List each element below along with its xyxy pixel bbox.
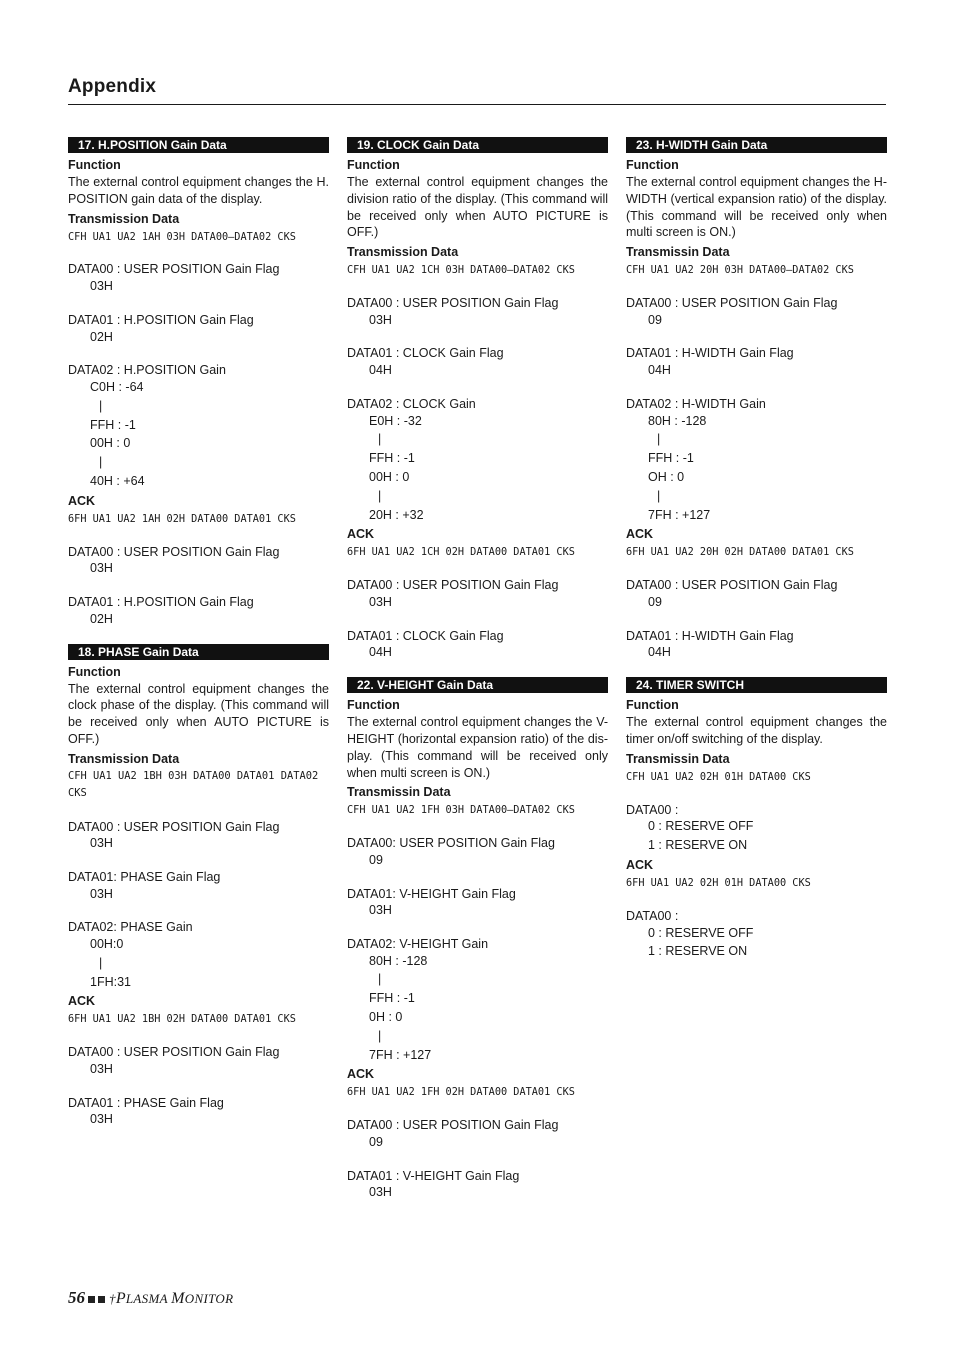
data-entry: DATA00 : USER POSITION Gain Flag xyxy=(68,544,280,559)
data-value: 03H xyxy=(369,1185,392,1200)
data-entry: DATA01 : H-WIDTH Gain Flag xyxy=(626,346,794,361)
data-value: 09 xyxy=(369,1135,383,1150)
column-3 xyxy=(626,137,887,976)
data-entry: DATA02 : H-WIDTH Gain xyxy=(626,396,766,411)
data-entry: DATA01: PHASE Gain Flag xyxy=(68,869,221,884)
data-value: 02H xyxy=(90,611,113,626)
function-label: Function xyxy=(347,698,400,713)
data-value: 00H : 0 xyxy=(369,469,410,484)
range-bar: | xyxy=(378,972,382,987)
transmission-label: Transmissin Data xyxy=(626,245,730,260)
data-value: 1FH:31 xyxy=(90,974,131,989)
data-value: 03H xyxy=(90,886,113,901)
function-label: Function xyxy=(68,664,121,679)
data-entry: DATA01: V-HEIGHT Gain Flag xyxy=(347,886,516,901)
data-entry: DATA02 : H.POSITION Gain xyxy=(68,363,226,378)
function-text: The external control equipment changes the H. POSITION gain data of the display. xyxy=(68,175,329,206)
transmission-label: Transmission Data xyxy=(68,751,180,766)
transmission-code: CFH UA1 UA2 20H 03H DATA00–DATA02 CKS xyxy=(626,263,854,277)
data-value: FFH : -1 xyxy=(369,451,415,466)
section-22 xyxy=(347,677,608,1201)
transmission-code: CFH UA1 UA2 1AH 03H DATA00–DATA02 CKS xyxy=(68,229,296,243)
data-value: C0H : -64 xyxy=(90,379,144,394)
data-entry: DATA00 : USER POSITION Gain Flag xyxy=(626,578,838,593)
data-value: FFH : -1 xyxy=(648,451,694,466)
section-19 xyxy=(347,137,608,661)
data-entry: DATA01 : CLOCK Gain Flag xyxy=(347,628,504,643)
section-header: 23. H-WIDTH Gain Data xyxy=(626,137,887,153)
ack-code: 6FH UA1 UA2 1FH 02H DATA00 DATA01 CKS xyxy=(347,1085,575,1099)
data-value: 0H : 0 xyxy=(369,1010,403,1025)
range-bar: | xyxy=(378,1028,382,1043)
data-value: 20H : +32 xyxy=(369,507,424,522)
data-entry: DATA00 : USER POSITION Gain Flag xyxy=(347,1118,559,1133)
function-text: The external control equipment changes the timer on/off switching of the display. xyxy=(626,715,887,746)
data-value: 09 xyxy=(369,852,383,867)
ack-label: ACK xyxy=(626,527,654,542)
data-entry: DATA02 : CLOCK Gain xyxy=(347,396,476,411)
data-value: 04H xyxy=(369,645,392,660)
section-header: 17. H.POSITION Gain Data xyxy=(68,137,329,153)
range-bar: | xyxy=(657,432,661,447)
data-value: 7FH : +127 xyxy=(648,507,711,522)
data-value: 80H : -128 xyxy=(648,413,707,428)
transmission-code: CFH UA1 UA2 02H 01H DATA00 CKS xyxy=(626,769,811,783)
data-value: 03H xyxy=(90,1112,113,1127)
section-17 xyxy=(68,137,329,628)
data-entry: DATA02: V-HEIGHT Gain xyxy=(347,936,489,951)
transmission-code: CFH UA1 UA2 1BH 03H DATA00 DATA01 DATA02 CKS xyxy=(68,769,319,799)
data-entry: DATA00 : USER POSITION Gain Flag xyxy=(347,295,559,310)
section-24 xyxy=(626,677,887,960)
ack-label: ACK xyxy=(68,493,96,508)
function-text: The external control equipment changes the division ratio of the display. (This command will be received only when AUTO PICTURE is OFF.) xyxy=(347,175,608,240)
data-entry: DATA00: USER POSITION Gain Flag xyxy=(347,836,555,851)
data-value: 1 : RESERVE ON xyxy=(648,944,748,959)
data-entry: DATA01 : H.POSITION Gain Flag xyxy=(68,312,254,327)
data-value: 09 xyxy=(648,594,662,609)
function-label: Function xyxy=(626,158,679,172)
data-entry: DATA00 : xyxy=(626,802,679,817)
range-bar: | xyxy=(657,488,661,503)
ack-label: ACK xyxy=(68,994,96,1009)
ack-label: ACK xyxy=(347,1067,375,1082)
section-header: 19. CLOCK Gain Data xyxy=(347,137,608,153)
data-entry: DATA00 : xyxy=(626,908,679,923)
page-title: Appendix xyxy=(68,76,157,97)
data-value: OH : 0 xyxy=(648,469,685,484)
section-23 xyxy=(626,137,887,661)
footer-brand-part: LASMA xyxy=(125,1291,172,1306)
function-label: Function xyxy=(68,158,121,172)
function-text: The external control equipment changes the clock phase of the display. (This command will be received only when AUTO PICTURE is OFF.) xyxy=(68,681,329,746)
data-value: FFH : -1 xyxy=(369,991,415,1006)
data-value: 80H : -128 xyxy=(369,953,428,968)
page-footer xyxy=(68,1288,233,1308)
data-entry: DATA00 : USER POSITION Gain Flag xyxy=(347,578,559,593)
data-value: 03H xyxy=(90,1062,113,1077)
ack-label: ACK xyxy=(626,857,654,872)
data-value: 04H xyxy=(648,363,671,378)
data-entry: DATA00 : USER POSITION Gain Flag xyxy=(68,1045,280,1060)
data-entry: DATA00 : USER POSITION Gain Flag xyxy=(626,295,838,310)
function-text: The external control equipment changes the H-WIDTH (vertical expansion ratio) of the display. (This command will be received only when multi screen is ON.) xyxy=(626,175,887,240)
data-value: FFH : -1 xyxy=(90,417,136,432)
data-value: 03H xyxy=(369,594,392,609)
function-label: Function xyxy=(626,698,679,713)
data-entry: DATA02: PHASE Gain xyxy=(68,920,193,935)
ack-code: 6FH UA1 UA2 1BH 02H DATA00 DATA01 CKS xyxy=(68,1012,296,1026)
column-2 xyxy=(347,137,608,1217)
data-value: 09 xyxy=(648,312,662,327)
ack-code: 6FH UA1 UA2 20H 02H DATA00 DATA01 CKS xyxy=(626,545,854,559)
data-value: 1 : RESERVE ON xyxy=(648,838,748,853)
data-value: E0H : -32 xyxy=(369,413,422,428)
data-value: 03H xyxy=(90,279,113,294)
data-value: 03H xyxy=(90,836,113,851)
data-value: 00H : 0 xyxy=(90,436,131,451)
range-bar: | xyxy=(378,488,382,503)
data-entry: DATA00 : USER POSITION Gain Flag xyxy=(68,819,280,834)
footer-brand xyxy=(109,1290,233,1308)
data-value: 03H xyxy=(369,903,392,918)
footer-square-icon xyxy=(98,1296,105,1303)
footer-brand-part: ONITOR xyxy=(184,1291,234,1306)
transmission-label: Transmission Data xyxy=(68,211,180,226)
footer-square-icon xyxy=(88,1296,95,1303)
function-text: The external control equipment changes the V-HEIGHT (horizontal expansion ratio) of the dis-play. (This command will be received only when multi screen is ON.) xyxy=(347,715,608,780)
title-rule xyxy=(68,104,886,105)
data-entry: DATA00 : USER POSITION Gain Flag xyxy=(68,262,280,277)
data-value: 04H xyxy=(648,645,671,660)
range-bar: | xyxy=(99,955,103,970)
data-value: 7FH : +127 xyxy=(369,1047,432,1062)
data-value: 00H:0 xyxy=(90,937,124,952)
page-number: 56 xyxy=(68,1288,85,1307)
data-entry: DATA01 : V-HEIGHT Gain Flag xyxy=(347,1168,520,1183)
footer-dagger: † xyxy=(109,1291,116,1306)
data-value: 02H xyxy=(90,329,113,344)
footer-brand-initial: M xyxy=(171,1290,185,1307)
data-value: 0 : RESERVE OFF xyxy=(648,925,754,940)
data-entry: DATA01 : CLOCK Gain Flag xyxy=(347,346,504,361)
data-value: 03H xyxy=(90,561,113,576)
range-bar: | xyxy=(99,398,103,413)
section-18 xyxy=(68,644,329,1129)
section-header: 24. TIMER SWITCH xyxy=(626,677,887,693)
data-value: 03H xyxy=(369,312,392,327)
ack-label: ACK xyxy=(347,527,375,542)
transmission-label: Transmissin Data xyxy=(347,785,451,800)
transmission-label: Transmission Data xyxy=(347,245,459,260)
function-label: Function xyxy=(347,158,400,172)
transmission-label: Transmissin Data xyxy=(626,751,730,766)
range-bar: | xyxy=(99,455,103,470)
transmission-code: CFH UA1 UA2 1CH 03H DATA00–DATA02 CKS xyxy=(347,263,575,277)
data-entry: DATA01 : H.POSITION Gain Flag xyxy=(68,594,254,609)
range-bar: | xyxy=(378,432,382,447)
data-value: 40H : +64 xyxy=(90,473,145,488)
ack-code: 6FH UA1 UA2 1CH 02H DATA00 DATA01 CKS xyxy=(347,545,575,559)
data-entry: DATA01 : PHASE Gain Flag xyxy=(68,1095,224,1110)
ack-code: 6FH UA1 UA2 1AH 02H DATA00 DATA01 CKS xyxy=(68,511,296,525)
data-value: 04H xyxy=(369,363,392,378)
ack-code: 6FH UA1 UA2 02H 01H DATA00 CKS xyxy=(626,875,811,889)
footer-brand-initial: P xyxy=(115,1290,126,1307)
column-1 xyxy=(68,137,329,1144)
transmission-code: CFH UA1 UA2 1FH 03H DATA00–DATA02 CKS xyxy=(347,803,575,817)
section-header: 18. PHASE Gain Data xyxy=(68,644,329,660)
data-entry: DATA01 : H-WIDTH Gain Flag xyxy=(626,628,794,643)
data-value: 0 : RESERVE OFF xyxy=(648,819,754,834)
section-header: 22. V-HEIGHT Gain Data xyxy=(347,677,608,693)
